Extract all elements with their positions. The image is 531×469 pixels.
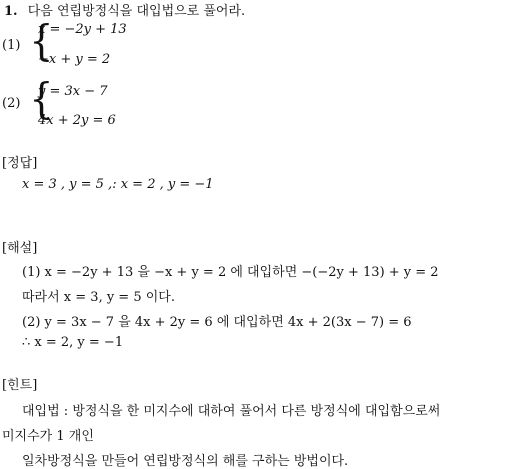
explanation-line-2: 따라서 x = 3, y = 5 이다. bbox=[22, 290, 175, 305]
hint-line-1: 대입법 : 방정식을 한 미지수에 대하여 풀어서 다른 방정식에 대입함으로써 bbox=[22, 404, 441, 419]
explanation-line-4: ∴ x = 2, y = −1 bbox=[22, 335, 124, 350]
part2-brace: { bbox=[29, 74, 54, 123]
part1-equation-1: x = −2y + 13 bbox=[38, 22, 127, 37]
problem-number: 1. bbox=[4, 4, 18, 19]
part1-label: (1) bbox=[2, 38, 21, 53]
hint-line-2: 미지수가 1 개인 bbox=[2, 429, 94, 444]
hint-line-3: 일차방정식을 만들어 연립방정식의 해를 구하는 방법이다. bbox=[22, 454, 349, 469]
explanation-line-1: (1) x = −2y + 13 을 −x + y = 2 에 대입하면 −(−2y + 13) + y = 2 bbox=[22, 265, 439, 280]
explanation-header: [해설] bbox=[2, 241, 38, 256]
answer-text: x = 3 , y = 5 ,: x = 2 , y = −1 bbox=[22, 177, 214, 192]
answer-header: [정답] bbox=[2, 156, 38, 171]
part1-equation-2: −x + y = 2 bbox=[38, 52, 111, 67]
part2-equation-1: y = 3x − 7 bbox=[38, 84, 108, 99]
hint-header: [힌트] bbox=[2, 378, 38, 393]
part1-brace: { bbox=[29, 16, 54, 65]
problem-instruction: 다음 연립방정식을 대입법으로 풀어라. bbox=[27, 4, 246, 19]
part2-label: (2) bbox=[2, 96, 21, 111]
explanation-line-3: (2) y = 3x − 7 을 4x + 2y = 6 에 대입하면 4x + 2(3x − 7) = 6 bbox=[22, 315, 412, 330]
part2-equation-2: 4x + 2y = 6 bbox=[38, 113, 116, 128]
